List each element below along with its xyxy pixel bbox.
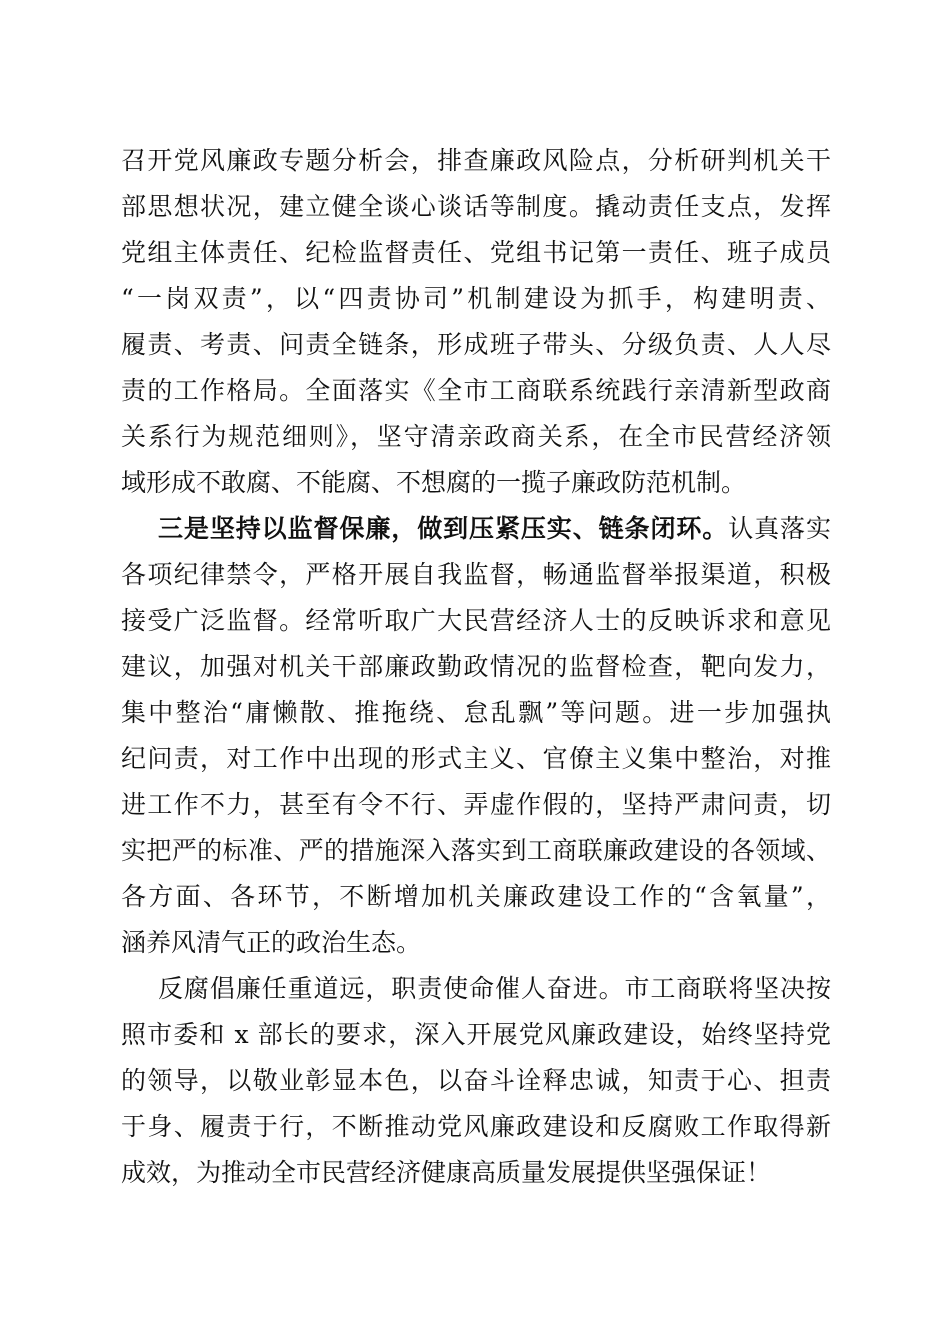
paragraph-line: 接受广泛监督。经常听取广大民营经济人士的反映诉求和意见 <box>121 606 831 635</box>
paragraph-line: 召开党风廉政专题分析会，排查廉政风险点，分析研判机关干 <box>121 146 831 175</box>
paragraph-line: 纪问责，对工作中出现的形式主义、官僚主义集中整治，对推 <box>121 744 831 773</box>
paragraph-line: 的领导，以敬业彰显本色，以奋斗诠释忠诚，知责于心、担责 <box>121 1066 831 1095</box>
paragraph-line: 集中整治“庸懒散、推拖绕、怠乱飘”等问题。进一步加强执 <box>121 698 831 727</box>
paragraph-line: 域形成不敢腐、不能腐、不想腐的一揽子廉政防范机制。 <box>121 468 747 497</box>
paragraph-line: 履责、考责、问责全链条，形成班子带头、分级负责、人人尽 <box>121 330 831 359</box>
paragraph-line: 建议，加强对机关干部廉政勤政情况的监督检查，靶向发力， <box>121 652 831 681</box>
paragraph-line: 成效，为推动全市民营经济健康高质量发展提供坚强保证！ <box>121 1158 772 1187</box>
paragraph-line: 涵养风清气正的政治生态。 <box>121 928 422 957</box>
paragraph-line: 关系行为规范细则》，坚守清亲政商关系，在全市民营经济领 <box>121 422 831 451</box>
paragraph-line: “一岗双责”，以“四责协司”机制建设为抓手，构建明责、 <box>121 284 831 313</box>
paragraph-line: 各方面、各环节，不断增加机关廉政建设工作的“含氧量”， <box>121 882 831 911</box>
paragraph-line: 反腐倡廉任重道远，职责使命催人奋进。市工商联将坚决按 <box>158 974 831 1003</box>
paragraph-line: 责的工作格局。全面落实《全市工商联系统践行亲清新型政商 <box>121 376 831 405</box>
section-heading-tail: 认真落实 <box>728 514 831 543</box>
section-heading: 三是坚持以监督保廉，做到压紧压实、链条闭环。 <box>158 514 729 543</box>
paragraph-line: 照市委和 x 部长的要求，深入开展党风廉政建设，始终坚持党 <box>121 1020 831 1049</box>
paragraph-line: 部思想状况，建立健全谈心谈话等制度。撬动责任支点，发挥 <box>121 192 831 221</box>
section-heading-line <box>158 511 831 547</box>
paragraph-line: 实把严的标准、严的措施深入落实到工商联廉政建设的各领域、 <box>121 836 831 865</box>
paragraph-line: 党组主体责任、纪检监督责任、党组书记第一责任、班子成员 <box>121 238 831 267</box>
paragraph-line: 各项纪律禁令，严格开展自我监督，畅通监督举报渠道，积极 <box>121 560 831 589</box>
paragraph-line: 进工作不力，甚至有令不行、弄虚作假的，坚持严肃问责，切 <box>121 790 831 819</box>
paragraph-line: 于身、履责于行，不断推动党风廉政建设和反腐败工作取得新 <box>121 1112 831 1141</box>
